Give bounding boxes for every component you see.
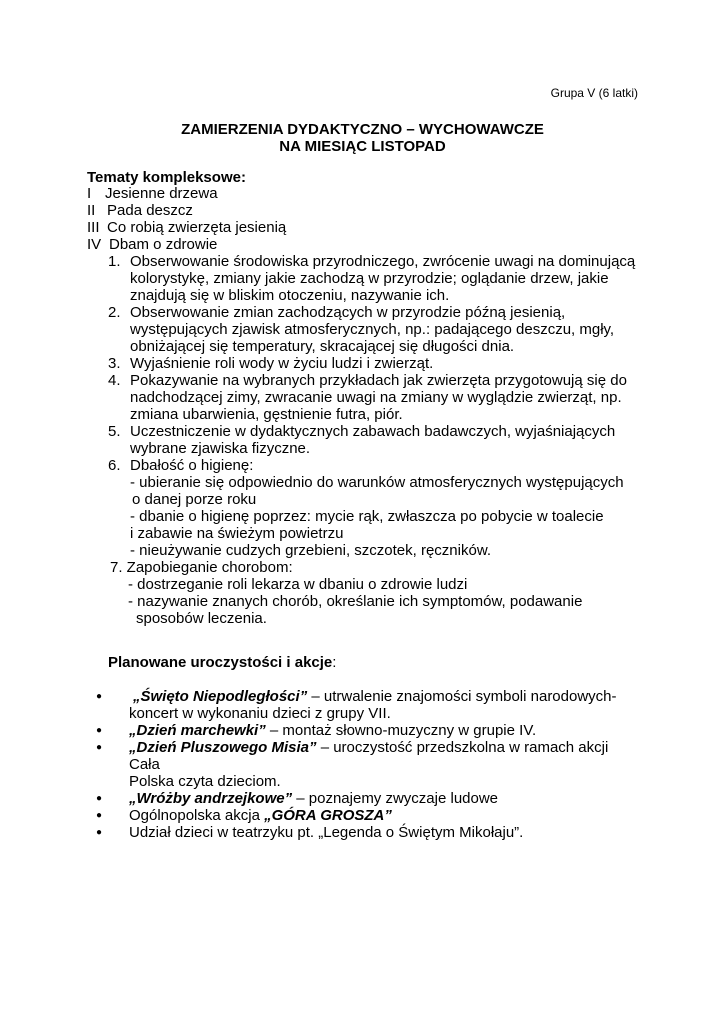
event-name: „GÓRA GROSZA” <box>264 807 392 824</box>
goal-line: występujących zjawisk atmosferycznych, np.: padającego deszczu, mgły, <box>130 321 615 338</box>
goal-line: znajdują się w bliskim otoczeniu, nazywanie ich. <box>130 287 450 304</box>
event-name: „Wróżby andrzejkowe” <box>129 790 293 807</box>
goal-line: 7. Zapobieganie chorobom: <box>110 559 293 576</box>
goal-number: 1. <box>108 253 121 270</box>
goal-item-7 <box>110 559 638 627</box>
event-desc: – uroczystość przedszkolna w ramach akcji Cała <box>129 739 609 773</box>
goal-line: Uczestniczenie w dydaktycznych zabawach badawczych, wyjaśniających <box>130 423 616 440</box>
goal-number: 5. <box>108 423 121 440</box>
event-prefix: Ogólnopolska akcja <box>129 807 265 824</box>
goal-item-4 <box>108 372 638 423</box>
goal-number: 6. <box>108 457 121 474</box>
event-name: „Święto Niepodległości” <box>133 688 308 705</box>
topic-item <box>87 202 193 219</box>
goal-line: - nazywanie znanych chorób, określanie ich symptomów, podawanie <box>128 593 583 610</box>
events-list <box>96 688 628 841</box>
topic-label: Co robią zwierzęta jesienią <box>107 219 287 236</box>
goal-line: - dostrzeganie roli lekarza w dbaniu o zdrowie ludzi <box>128 576 468 593</box>
goal-line: Wyjaśnienie roli wody w życiu ludzi i zwierząt. <box>130 355 434 372</box>
event-desc: – montaż słowno-muzyczny w grupie IV. <box>265 722 537 739</box>
goal-number: 3. <box>108 355 121 372</box>
topic-item <box>87 185 218 202</box>
event-desc: – utrwalenie znajomości symboli narodowych- <box>307 688 617 705</box>
topic-label: Jesienne drzewa <box>105 185 218 202</box>
event-desc-cont: Polska czyta dzieciom. <box>129 773 281 790</box>
goal-item-3 <box>108 355 638 372</box>
goal-line: o danej porze roku <box>132 491 257 508</box>
title-line-1: ZAMIERZENIA DYDAKTYCZNO – WYCHOWAWCZE <box>181 121 544 138</box>
goal-item-6 <box>108 457 638 559</box>
topic-number: IV <box>87 236 102 253</box>
goal-line: obniżającej się temperatury, skracającej się długości dnia. <box>130 338 515 355</box>
goal-line: i zabawie na świeżym powietrzu <box>130 525 344 542</box>
goal-item-1 <box>108 253 638 304</box>
goal-line: - nieużywanie cudzych grzebieni, szczotek, ręczników. <box>130 542 491 559</box>
goal-line: Obserwowanie środowiska przyrodniczego, zwrócenie uwagi na dominującą <box>130 253 636 270</box>
goal-item-5 <box>108 423 638 457</box>
bullet-icon: ● <box>96 793 103 804</box>
goal-line: - dbanie o higienę poprzez: mycie rąk, zwłaszcza po pobycie w toalecie <box>130 508 604 525</box>
topic-number: III <box>87 219 100 236</box>
event-item <box>96 790 628 807</box>
goal-line: Obserwowanie zmian zachodzących w przyrodzie późną jesienią, <box>130 304 566 321</box>
event-item <box>96 722 628 739</box>
title-line-2: NA MIESIĄC LISTOPAD <box>279 138 446 155</box>
topic-label: Pada deszcz <box>107 202 193 219</box>
event-name: „Dzień marchewki” <box>129 722 266 739</box>
event-item <box>96 807 628 824</box>
bullet-icon: ● <box>96 827 103 838</box>
topics-heading: Tematy kompleksowe: <box>87 169 246 186</box>
topic-number: I <box>87 185 92 202</box>
goals-list <box>108 253 638 627</box>
goal-line: wybrane zjawiska fizyczne. <box>130 440 311 457</box>
events-heading-colon: : <box>332 654 337 671</box>
goal-item-2 <box>108 304 638 355</box>
events-heading <box>108 654 336 671</box>
topic-item <box>87 236 217 253</box>
goal-line: sposobów leczenia. <box>136 610 267 627</box>
events-heading-text: Planowane uroczystości i akcje <box>108 654 333 671</box>
event-desc: – poznajemy zwyczaje ludowe <box>292 790 499 807</box>
bullet-icon: ● <box>96 725 103 736</box>
event-desc: Udział dzieci w teatrzyku pt. „Legenda o Świętym Mikołaju”. <box>129 824 524 841</box>
event-item <box>96 739 628 790</box>
goal-number: 4. <box>108 372 121 389</box>
event-desc-cont: koncert w wykonaniu dzieci z grupy VII. <box>129 705 391 722</box>
event-name: „Dzień Pluszowego Misia” <box>129 739 317 756</box>
bullet-icon: ● <box>96 742 103 753</box>
goal-line: Dbałość o higienę: <box>130 457 254 474</box>
topic-number: II <box>87 202 96 219</box>
goal-line: - ubieranie się odpowiednio do warunków atmosferycznych występujących <box>130 474 624 491</box>
bullet-icon: ● <box>96 810 103 821</box>
event-item <box>96 688 628 722</box>
event-item <box>96 824 628 841</box>
goal-line: kolorystykę, zmiany jakie zachodzą w przyrodzie; oglądanie drzew, jakie <box>130 270 609 287</box>
topic-item <box>87 219 286 236</box>
goal-line: nadchodzącej zimy, zwracanie uwagi na zmiany w wyglądzie zwierząt, np. <box>130 389 622 406</box>
bullet-icon: ● <box>96 691 103 702</box>
goal-line: Pokazywanie na wybranych przykładach jak zwierzęta przygotowują się do <box>130 372 627 389</box>
group-label: Grupa V (6 latki) <box>550 86 638 100</box>
goal-line: zmiana ubarwienia, gęstnienie futra, piór. <box>130 406 403 423</box>
topic-label: Dbam o zdrowie <box>109 236 218 253</box>
goal-number: 2. <box>108 304 121 321</box>
